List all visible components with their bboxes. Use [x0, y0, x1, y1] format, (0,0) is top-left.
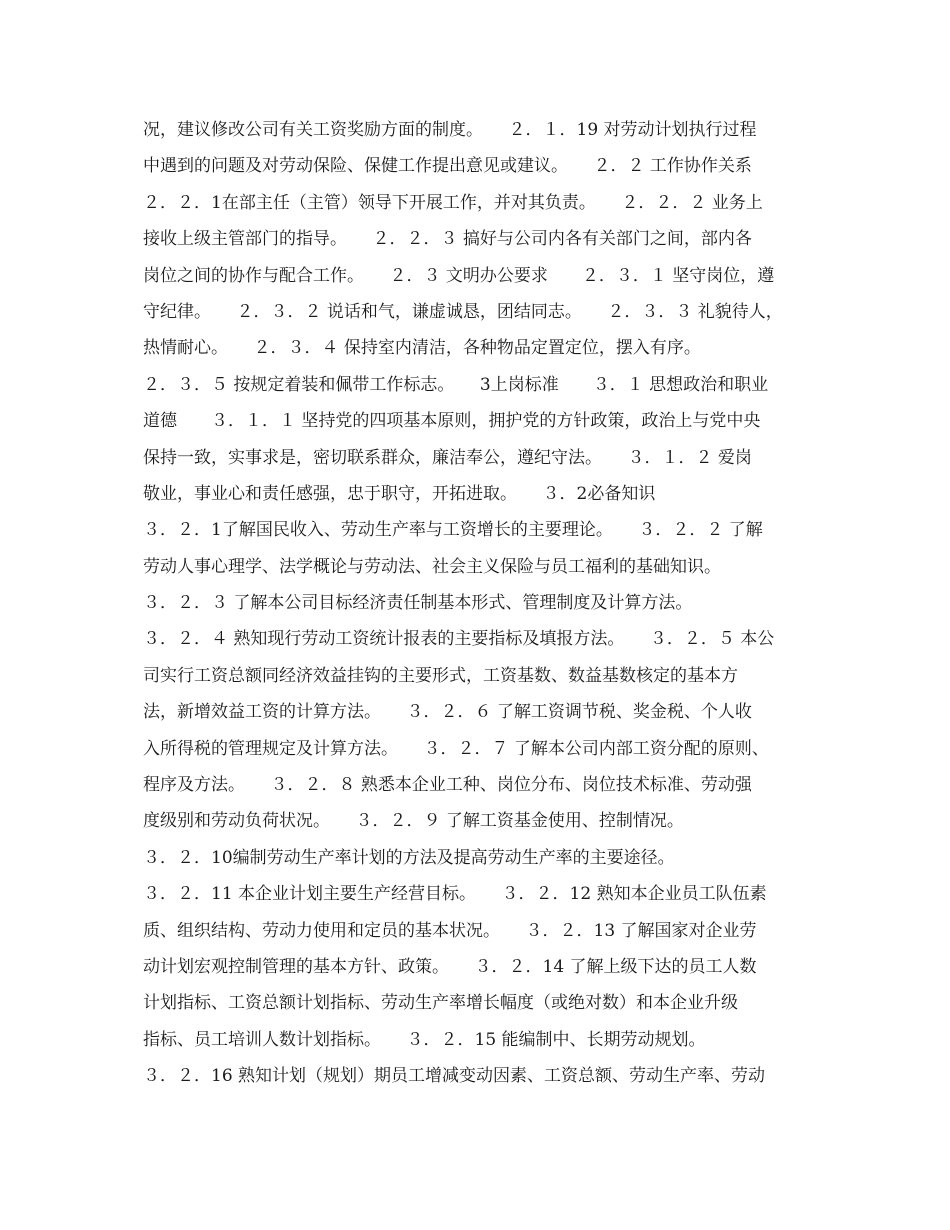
text-line: ３．２．４ 熟知现行劳动工资统计报表的主要指标及填报方法。 ３．２．５ 本公 [143, 629, 775, 650]
text-line: 计划指标、工资总额计划指标、劳动生产率增长幅度（或绝对数）和本企业升级 [143, 993, 738, 1014]
text-line: 热情耐心。 ２．３．４ 保持室内清洁，各种物品定置定位，摆入有序。 [143, 338, 701, 359]
text-line: 指标、员工培训人数计划指标。 ３．２．15 能编制中、长期劳动规划。 [143, 1029, 706, 1050]
text-line: ３．２．16 熟知计划（规划）期员工增减变动因素、工资总额、劳动生产率、劳动 [143, 1066, 766, 1087]
text-line: 接收上级主管部门的指导。 ２．２．３ 搞好与公司内各有关部门之间，部内各 [143, 229, 752, 250]
text-line: ２．２．1在部主任（主管）领导下开展工作，并对其负责。 ２．２．２ 业务上 [143, 192, 763, 213]
text-line: 岗位之间的协作与配合工作。 ２．３ 文明办公要求 ２．３．１ 坚守岗位，遵 [143, 265, 775, 286]
text-line: ２．３．５ 按规定着装和佩带工作标志。 3上岗标准 ３．１ 思想政治和职业 [143, 374, 769, 395]
text-line: 敬业，事业心和责任感强，忠于职守，开拓进取。 ３．2必备知识 [143, 483, 656, 504]
text-line: 程序及方法。 ３．２．８ 熟悉本企业工种、岗位分布、岗位技术标准、劳动强 [143, 775, 752, 796]
text-line: 劳动人事心理学、法学概论与劳动法、社会主义保险与员工福利的基础知识。 [143, 556, 721, 577]
text-line: ３．２．1了解国民收入、劳动生产率与工资增长的主要理论。 ３．２．２ 了解 [143, 520, 763, 541]
text-line: 守纪律。 ２．３．２ 说话和气，谦虚诚恳，团结同志。 ２．３．３ 礼貌待人， [143, 301, 783, 322]
text-line: ３．２．３ 了解本公司目标经济责任制基本形式、管理制度及计算方法。 [143, 593, 693, 614]
text-line: 道德 ３．１．１ 坚持党的四项基本原则，拥护党的方针政策，政治上与党中央 [143, 411, 761, 432]
text-line: ３．２．10编制劳动生产率计划的方法及提高劳动生产率的主要途径。 [143, 847, 675, 868]
text-line: 司实行工资总额同经济效益挂钩的主要形式，工资基数、数益基数核定的基本方 [143, 665, 738, 686]
body-text [143, 112, 813, 1095]
text-line: 中遇到的问题及对劳动保险、保健工作提出意见或建议。 ２．２ 工作协作关系 [143, 156, 752, 177]
text-line: 况，建议修改公司有关工资奖励方面的制度。 ２．１．19 对劳动计划执行过程 [143, 120, 757, 140]
text-line: 动计划宏观控制管理的基本方针、政策。 ３．２．14 了解上级下达的员工人数 [143, 956, 757, 977]
text-line: 保持一致，实事求是，密切联系群众，廉洁奉公，遵纪守法。 ３．１．２ 爱岗 [143, 447, 752, 468]
text-line: 入所得税的管理规定及计算方法。 ３．２．７ 了解本公司内部工资分配的原则、 [143, 738, 769, 759]
text-line: 度级别和劳动负荷状况。 ３．２．９ 了解工资基金使用、控制情况。 [143, 811, 684, 832]
text-line: ３．２．11 本企业计划主要生产经营目标。 ３．２．12 熟知本企业员工队伍素 [143, 884, 767, 905]
text-line: 质、组织结构、劳动力使用和定员的基本状况。 ３．２．13 了解国家对企业劳 [143, 920, 757, 941]
text-line: 法，新增效益工资的计算方法。 ３．２．６ 了解工资调节税、奖金税、个人收 [143, 702, 752, 723]
